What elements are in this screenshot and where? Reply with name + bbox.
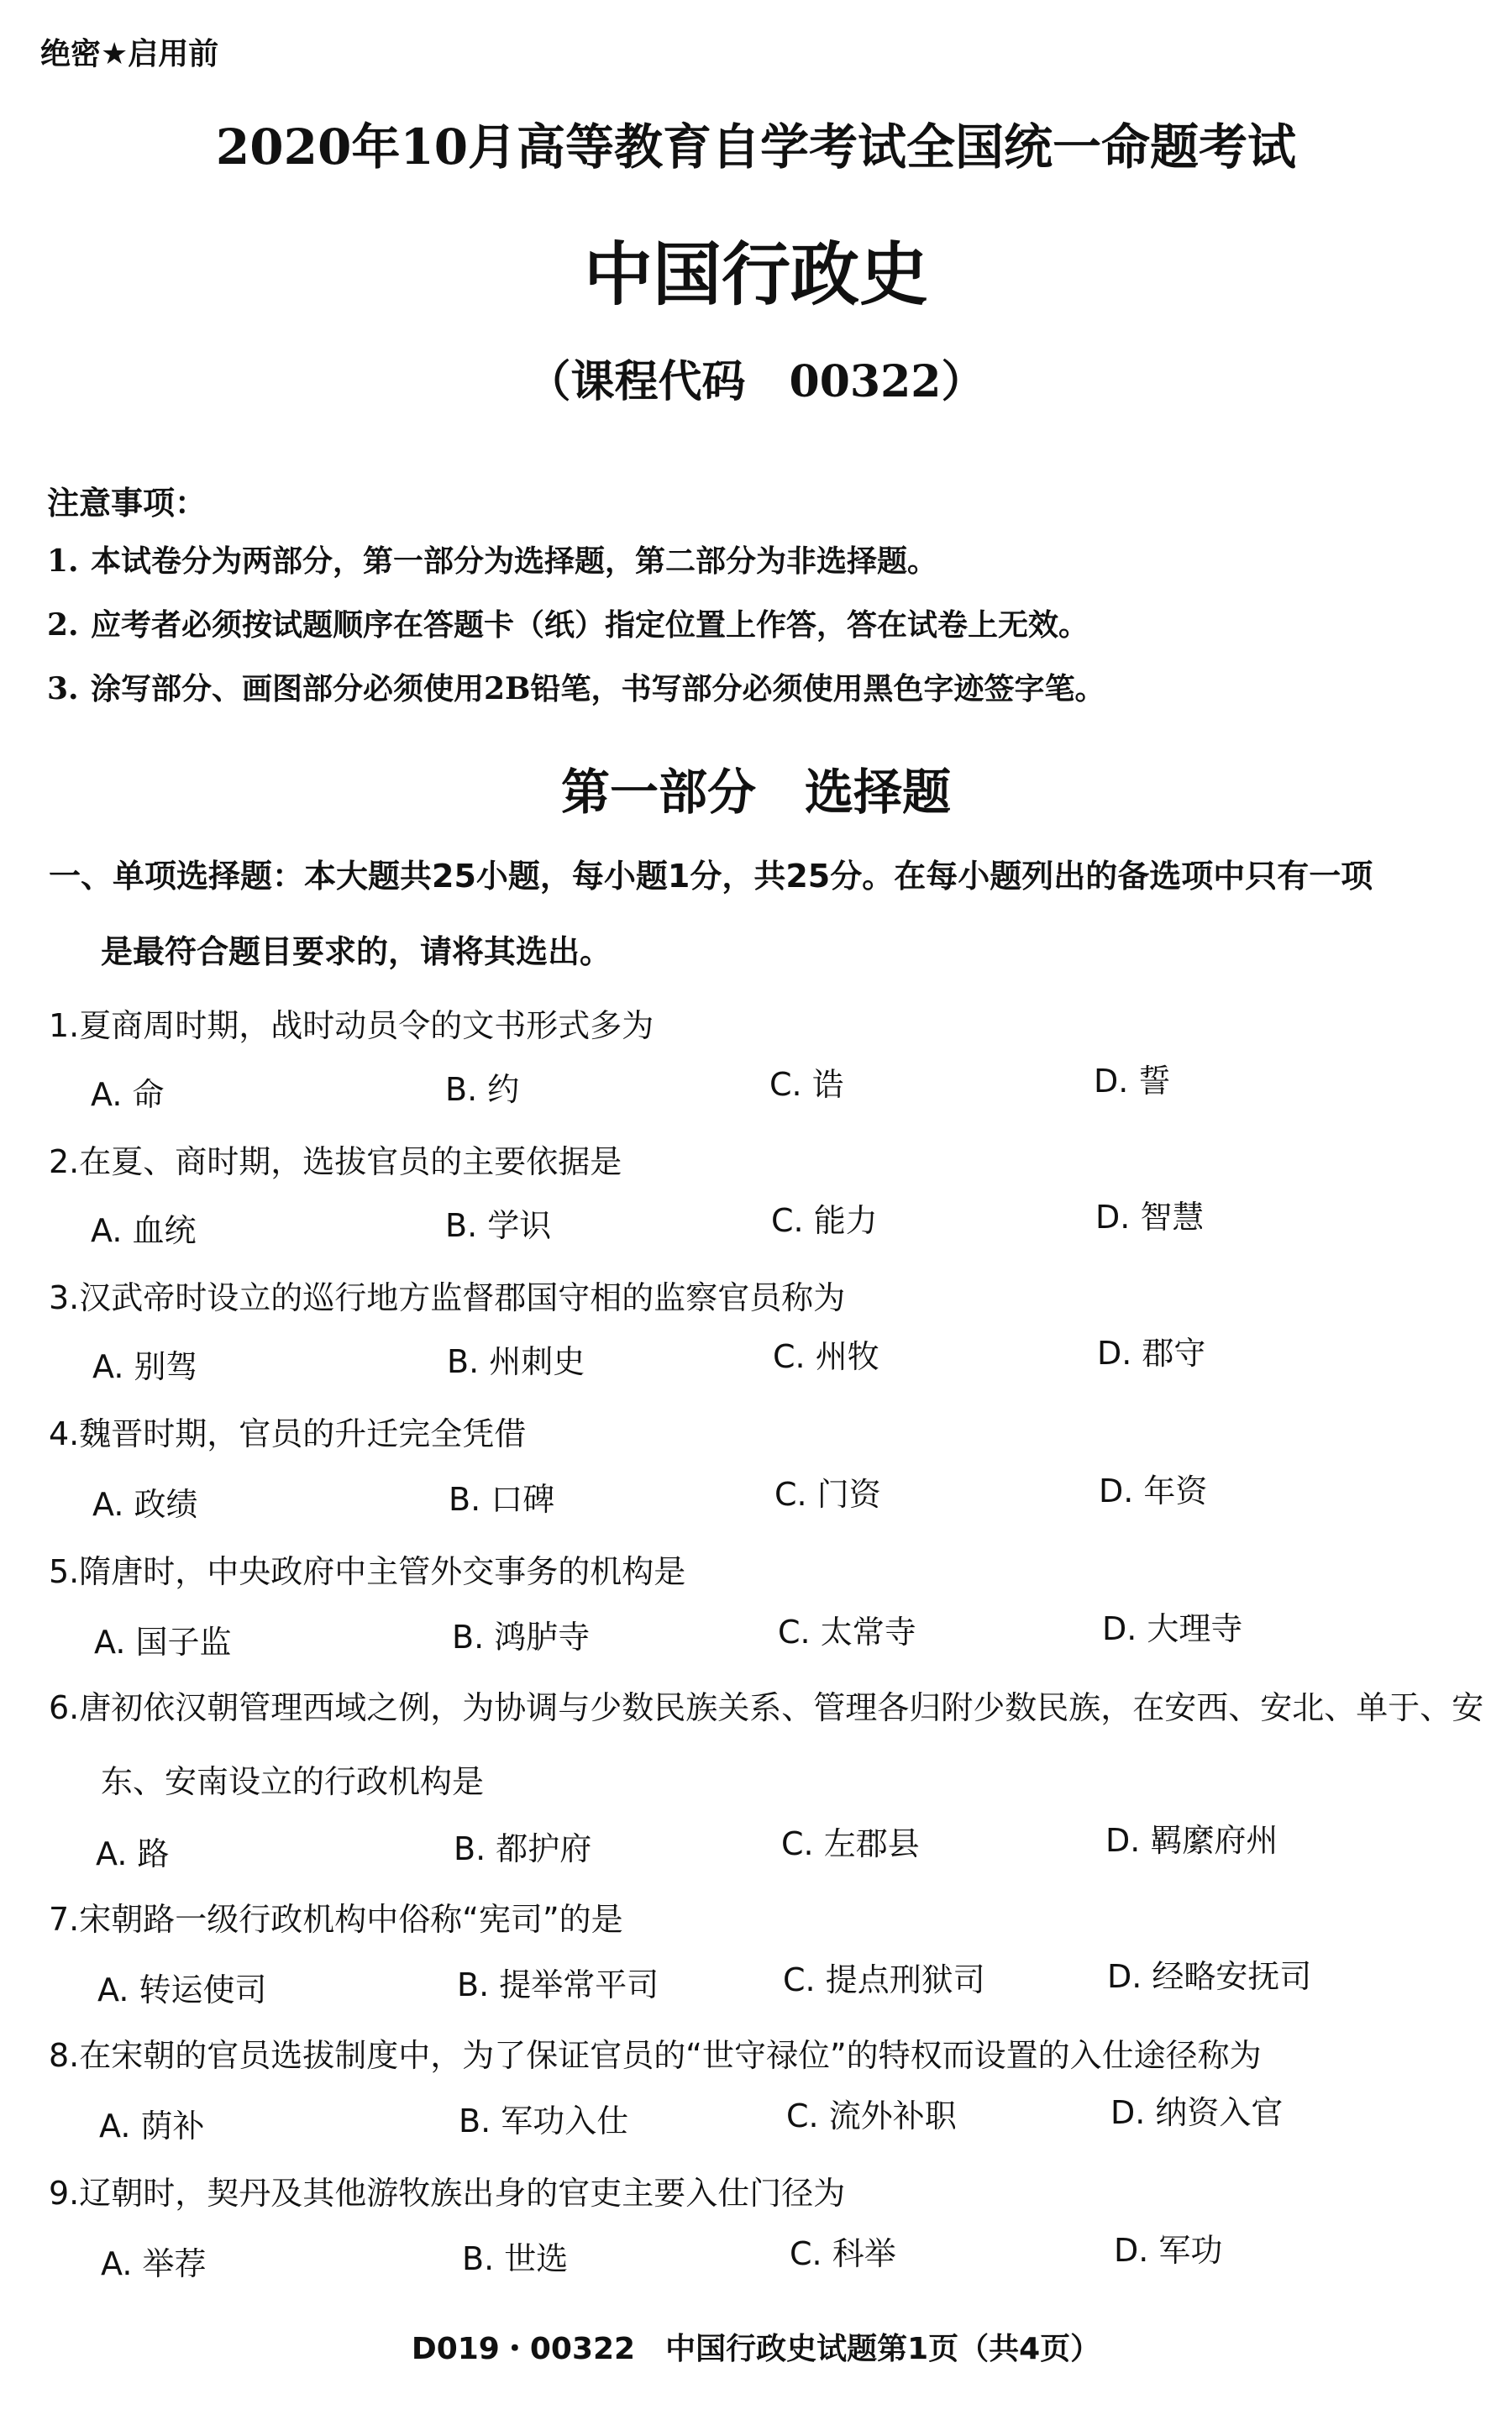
- option-d: D. 誓: [1094, 1063, 1171, 1100]
- option-a: A. 命: [91, 1076, 165, 1113]
- section-heading-continued: 是最符合题目要求的，请将其选出。: [101, 933, 612, 970]
- option-d: D. 大理寺: [1102, 1610, 1243, 1647]
- notice-number: 2.: [47, 607, 79, 643]
- option-d: D. 经略安抚司: [1107, 1958, 1312, 1995]
- question-stem: 4.魏晋时期，官员的升迁完全凭借: [49, 1415, 527, 1452]
- option-b: B. 军功入仕: [459, 2103, 629, 2139]
- exam-title: 2020年10月高等教育自学考试全国统一命题考试: [215, 118, 1297, 176]
- subject-title: 中国行政史: [583, 234, 928, 315]
- option-a: A. 举荐: [101, 2245, 207, 2282]
- option-c: C. 门资: [774, 1476, 881, 1513]
- section-heading: 一、单项选择题：本大题共25小题，每小题1分，共25分。在每小题列出的备选项中只有一项: [49, 858, 1373, 895]
- option-a: A. 转运使司: [97, 1971, 267, 2008]
- notice-item: [47, 665, 1105, 708]
- notice-text: 本试卷分为两部分，第一部分为选择题，第二部分为非选择题。: [91, 543, 938, 579]
- question-stem: 2.在夏、商时期，选拔官员的主要依据是: [49, 1143, 622, 1180]
- course-code: （课程代码 00322）: [527, 356, 985, 407]
- option-c: C. 左郡县: [781, 1825, 920, 1862]
- option-b: B. 都护府: [454, 1830, 592, 1867]
- question-stem: 1.夏商周时期，战时动员令的文书形式多为: [49, 1007, 654, 1044]
- option-b: B. 鸿胪寺: [452, 1619, 591, 1656]
- option-c: C. 太常寺: [778, 1614, 916, 1651]
- part-title: 第一部分 选择题: [560, 764, 951, 821]
- question-stem: 7.宋朝路一级行政机构中俗称“宪司”的是: [49, 1901, 623, 1938]
- question-stem: 8.在宋朝的官员选拔制度中，为了保证官员的“世守禄位”的特权而设置的入仕途径称为: [49, 2037, 1262, 2074]
- question-stem-continued: 东、安南设立的行政机构是: [101, 1763, 485, 1800]
- notice-text: 涂写部分、画图部分必须使用2B铅笔，书写部分必须使用黑色字迹签字笔。: [91, 671, 1105, 706]
- option-a: A. 路: [96, 1835, 170, 1872]
- option-b: B. 学识: [445, 1207, 552, 1244]
- option-b: B. 约: [445, 1071, 520, 1108]
- option-d: D. 智慧: [1095, 1199, 1205, 1236]
- option-d: D. 军功: [1114, 2232, 1223, 2269]
- option-c: C. 流外补职: [786, 2097, 957, 2134]
- option-c: C. 能力: [771, 1202, 878, 1239]
- notice-number: 1.: [47, 543, 79, 579]
- option-c: C. 科举: [790, 2235, 896, 2272]
- page-footer: D019・00322 中国行政史试题第1页（共4页）: [411, 2332, 1101, 2366]
- question-stem: 6.唐初依汉朝管理西域之例，为协调与少数民族关系、管理各归附少数民族，在安西、安北、单于、安: [49, 1689, 1484, 1726]
- option-c: C. 提点刑狱司: [783, 1961, 985, 1998]
- option-b: B. 州刺史: [447, 1343, 585, 1380]
- option-c: C. 诰: [769, 1066, 844, 1103]
- option-b: B. 提举常平司: [457, 1966, 659, 2003]
- option-b: B. 口碑: [449, 1481, 555, 1518]
- notice-item: [47, 538, 937, 580]
- option-d: D. 郡守: [1097, 1335, 1206, 1372]
- option-c: C. 州牧: [773, 1338, 879, 1375]
- notice-number: 3.: [47, 671, 79, 706]
- option-b: B. 世选: [462, 2240, 569, 2277]
- option-d: D. 羁縻府州: [1105, 1822, 1278, 1859]
- option-a: A. 政绩: [92, 1486, 198, 1523]
- notice-text: 应考者必须按试题顺序在答题卡（纸）指定位置上作答，答在试卷上无效。: [91, 607, 1089, 643]
- option-d: D. 纳资入官: [1110, 2094, 1284, 2131]
- option-a: A. 别驾: [92, 1348, 198, 1385]
- option-d: D. 年资: [1099, 1473, 1208, 1509]
- question-stem: 3.汉武帝时设立的巡行地方监督郡国守相的监察官员称为: [49, 1279, 846, 1316]
- option-a: A. 荫补: [99, 2108, 205, 2145]
- question-stem: 5.隋唐时，中央政府中主管外交事务的机构是: [49, 1553, 686, 1590]
- question-stem: 9.辽朝时，契丹及其他游牧族出身的官吏主要入仕门径为: [49, 2175, 846, 2212]
- notice-heading: 注意事项：: [47, 485, 207, 522]
- option-a: A. 国子监: [94, 1624, 232, 1661]
- notice-item: [47, 601, 1089, 644]
- secret-label: 绝密★启用前: [40, 37, 219, 71]
- option-a: A. 血统: [91, 1212, 197, 1249]
